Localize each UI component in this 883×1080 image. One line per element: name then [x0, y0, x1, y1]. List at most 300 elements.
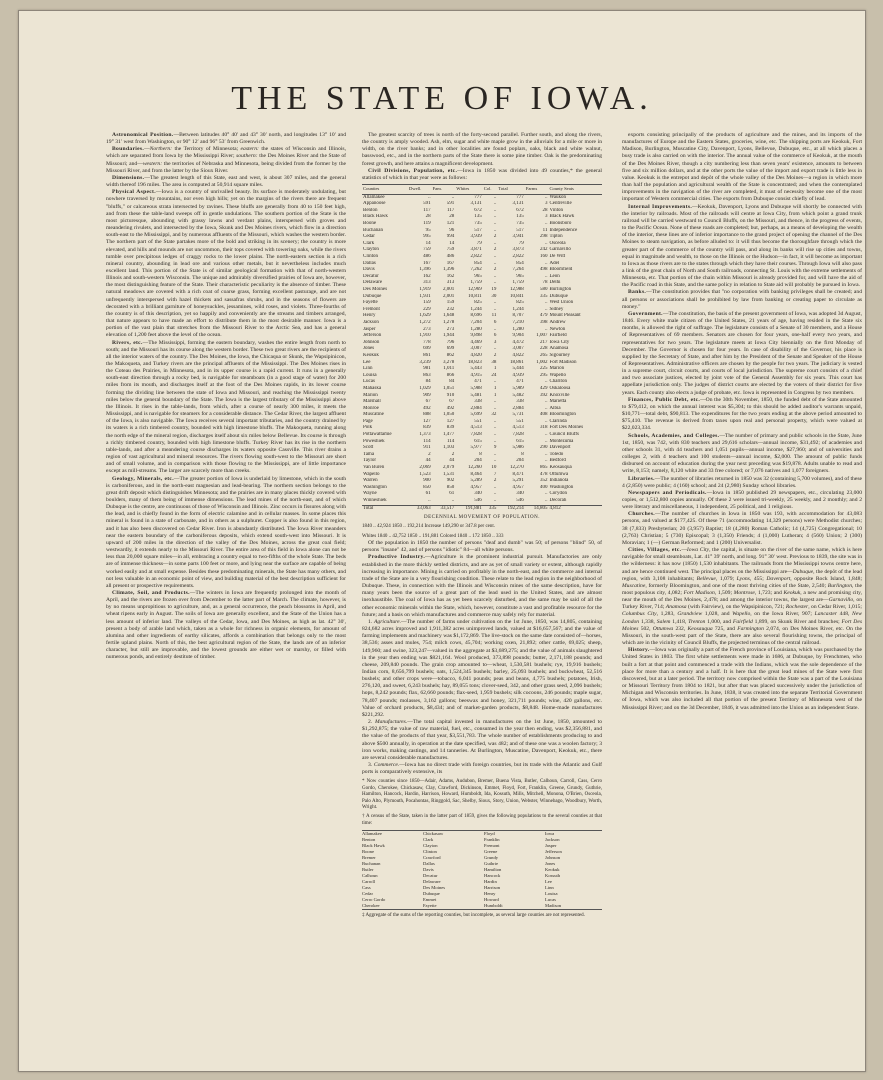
table-cell: 160	[539, 254, 548, 260]
table-cell: 3,873	[512, 247, 524, 253]
table-cell: ..	[428, 498, 431, 503]
paragraph: Rivers, etc.—The Mississippi, forming the eastern boundary, washes the entire length from north to south; and the Missouri has its course along the western border. These two great rivers are the recipients of all the interior waters of the country. The Des Moines, the Iowa, the Chicaqua or Skunk, the Wapsipinicon, the Makoqueta, and Turkey rivers are the principal affluents of the Mississippi. The Des Moines rises in the Coteau des Prairies, in Minnesota, and in its upper course is a rapid current. It runs in a generally south-east direction through a rocky bed, is navigable for steamboats (in a good stage of water) for 200 miles from its mouth, and discharges itself at the foot of the Des Moines rapids, in its lower course forming the dividing line between the state of Iowa and Missouri, and reaching the Mississippi twenty miles below the general boundary of the State. The Iowa is the largest tributary of the Mississippi above the Illinois. It rises in the table-lands, from which, after a course of nearly 300 miles, it meets the Mississippi, and is navigable for steamers for a considerable distance. The Cedar River, the largest affluent of the Iowa, is also navigable. The Iowa receives several important tributaries, and the country drained by its waters is a rich timbered country, bounded with high limestone bluffs. The Makoqueta, running along the north edge of the mineral region, discharges itself about six miles below Bellevue. Its course is through a richly timbered country, bounded with high limestone bluffs. Turkey River has its rise in the northern table-lands, and after a meandering course discharges its waters opposite Cassville. This river drains a region of vast agricultural and mineral resources. The rivers flowing south-west to the Missouri are short and of small volume, and in comparison with those flowing to the Mississippi, are of little importance except as mill-streams. The larger are scarcely more than creeks.	[106, 339, 346, 475]
table-cell: 38	[491, 359, 497, 365]
table-cell: Boone	[363, 221, 377, 227]
census-county: Black Hawk	[362, 843, 385, 849]
table-cell: Black Hawk	[363, 214, 388, 220]
census-county: Floyd	[484, 831, 495, 837]
table-cell: ..	[544, 240, 548, 246]
decennial-row: Whites 1840 .. 42,752 1850 .. 191,881 Colored 1840 .. 172 1850 .. 333	[362, 533, 504, 539]
table-cell: Muscatine	[363, 412, 384, 418]
table-cell: 28	[449, 214, 455, 220]
census-county: Fremont	[484, 843, 500, 849]
table-cell: 5,988	[470, 385, 482, 391]
table-cell: 5,989	[512, 385, 524, 391]
table-cell: Vinton	[549, 207, 564, 213]
census-county: Chickasaw	[423, 831, 444, 837]
paragraph: Climate, Soil, and Products.—The winters in Iowa are frequently prolonged into the month of April, and the rivers are frozen over from December to the latter part of March. The climate, however, is by no means unpropitious to agriculture, and, as a general occurrence, the peach blossoms in April, and wheat ripens early in August. The soils of Iowa are generally excellent, and the State of the Union has a less amount of inferior land. The valleys of the Cedar, Iowa, and Des Moines, as high as lat. 42° 30′, present a body of arable land which, taken as a whole for richness in organic elements, for amount of alumina and other ingredients of earthy silicates, affords a combination that belongs only to the most fertile upland plains. North of this, the best agricultural region of the State, the lands are of an inferior character, but still are improvable, and the lowest grounds are either wet or marshy, or filled with numerous ponds, and entirely destitute of timber.	[106, 590, 346, 661]
table-row	[362, 419, 602, 426]
table-cell: 114	[423, 438, 431, 444]
table-cell: 902	[446, 478, 455, 484]
table-row	[362, 353, 602, 360]
table-cell: 204	[516, 458, 524, 464]
table-cell: 471	[474, 379, 482, 385]
table-cell: 159	[446, 300, 455, 306]
table-cell: Black Hawk	[549, 214, 575, 220]
table-cell: 900	[423, 478, 431, 484]
table-cell: 429	[539, 385, 548, 391]
table-cell: 1,629	[419, 313, 431, 319]
table-cell: 1,278	[443, 319, 455, 325]
table-cell: 551	[474, 418, 482, 424]
table-cell: 981	[423, 366, 431, 372]
table-cell: Buchanan	[363, 227, 383, 233]
table-cell: 3,131	[512, 201, 524, 207]
table-cell: Scott	[363, 445, 374, 451]
table-cell: 400	[539, 484, 548, 490]
table-cell: 486	[446, 254, 455, 260]
table-cell: ..	[493, 451, 497, 457]
table-cell: 12,270	[510, 465, 524, 471]
table-cell: 994	[446, 234, 455, 240]
table-cell: 14	[449, 240, 455, 246]
table-cell: ..	[493, 458, 497, 464]
table-cell: 14,805	[525, 505, 549, 512]
paragraph: Cities, Villages, etc.—Iowa City, the capital, is situate on the river of the same name, which is here navigable for small steamboats, Lat. 41° 39′ north, and long. 91° 30′ west. Previous to 1839, the site was in the wilderness: it has now (1850) 1,530 inhabitants. The railroads from the Mississippi towns centre here, and are hence continued west. The principal places on the Mississippi are—Dubuque, the depôt of the lead region, with 3,108 inhabitants; Bellevue, 1,079; Lyons, 455; Davenport, opposite Rock Island, 1,848; Muscatine, formerly Bloomington, and one of the most thriving cities of the State, 2,540; Burlington, the most populous city, 4,082; Fort Madison, 1,509; Montrose, 1,723; and Keokuk, a new and promising city, near the mouth of the Des Moines, 2,478; and among the interior towns, the largest are—Garnavillo, on Turkey River, 714; Anamosa (with Fairview), on the Wapsipinicon, 721; Rochester, on Cedar River, 1,015; Columbus City, 1,283, Grandview 1,028, and Wapello, on the Iowa River, 907; Lancaster 448, New London 1,338, Salem 1,418, Trenton 1,000, and Fairfield 1,899, on Skunk River and branches; Fort Des Moines 502, Ottumwa 232, Keosauqua 725, and Farmington 2,074, on Des Moines River, etc. On the Missouri, in the south-west part of the State, there are also several flourishing towns, the principal of which are in the vicinity of Council Bluffs, the projected terminus of the central railroad.	[622, 547, 862, 647]
table-row	[362, 491, 602, 498]
table-row	[362, 201, 602, 208]
table-cell: 672	[474, 207, 482, 213]
table-cell: Wapello	[549, 372, 566, 378]
paragraph: Productive Industry.—Agriculture is the prominent industrial pursuit. Manufactories are only established in the more thickly settled districts, and are as yet of small variety or extent, although rapidly increasing in importance. Mining is carried on profitably in the north-east, and the commerce and internal trade of the State are in a very flourishing condition. These relate to the lead region in the neighborhood of Dubuque. These, in connection with the Illinois and Wisconsin mines of the same description, have for many years been the source of a great part of the lead used in the United States, and are almost inexhaustible. The coal of Iowa has as yet been scarcely disturbed, and the same may be said of all the other economic minerals within the State, which, however, constitute a vast and profitable resource for the future; and a basis on which manufactures and commerce may safely rely for material.	[362, 554, 602, 618]
table-cell: 3,007	[470, 346, 482, 352]
table-cell: Cedar	[363, 234, 375, 240]
table-cell: 3	[544, 201, 548, 207]
table-cell: Iowa City	[549, 339, 570, 345]
table-row	[362, 412, 602, 419]
census-county: Greene	[484, 849, 498, 855]
census-county: Boone	[362, 849, 374, 855]
table-cell: ..	[493, 405, 497, 411]
table-cell: 24	[491, 372, 497, 378]
table-cell: Knoxville	[549, 392, 570, 398]
table-cell: 1,050	[443, 412, 455, 418]
table-row	[362, 261, 602, 268]
table-cell: Indianola	[549, 478, 569, 484]
table-cell: 114	[446, 438, 455, 444]
table-cell: Delaware	[363, 280, 383, 286]
table-cell: 10	[491, 465, 497, 471]
table-cell: 167	[446, 260, 455, 266]
table-cell: 5,986	[512, 445, 524, 451]
table-row	[362, 340, 602, 347]
table-cell: 30	[491, 293, 497, 299]
table-cell: 32	[491, 412, 497, 418]
census-county: Allamakee	[362, 831, 382, 837]
table-cell: 591	[423, 201, 431, 207]
table-row	[362, 346, 602, 353]
paragraph: Physical Aspect.—Iowa is a country of unrivalled beauty. Its surface is moderately undulating, but nowhere traversed by mountains, nor even high hills; yet on the margins of the rivers there are frequent "bluffs," or calcareous strata intersected by ravines. These bluffs are generally from 40 to 150 feet high, and from these the table-land sweeps off in gentle undulations. The southern portion of the State is the most picturesque, abounding with grassy lawns and verdant plains, interspersed with groves and meandering rivulets, and intersected by the Iowa, Skunk and Des Moines rivers, which flow in a direction south-east to the Mississippi, and by numerous affluents of the Missouri, which washes the western border. The northern part of the State partakes more of the bold and striking in its scenery; the country is more elevated, and hills and mounds are not uncommon, their tops covered with towering oaks, while the rivers tumble over precipitous ledges of craggy rocks to the lower plains. The north-eastern section is a rich mineral country, abounding in lead ore and various other metals, but it nevertheless includes much excellent land. This portion of the State is of similar geological formation with that of north-western Illinois and south-western Wisconsin. The unique and admirably diversified prairies of Iowa are, however, the most distinguishing feature of the State. Their characteristic peculiarity is the absence of timber. These natural meadows are covered with a rich coat of coarse grass, forming excellent pasturage, and are not unfrequently interspersed with hazel thickets and sassafras shrubs, and in the seasons of flowers are decorated with a brilliant garniture of honeysuckles, jessamines, wild roses, and violets. Three-fourths of the country is of this description, yet so happily and conveniently are the streams and timbers arranged, that nature appears to have made an effort to distribute them in the most desirable manner. Iowa is a portion of the vast plain that stretches from the Missouri River to the Arctic Sea, and has a general elevation of 1,200 feet above the level of the ocean.	[106, 189, 346, 339]
table-row	[362, 465, 602, 472]
table-row	[362, 505, 602, 512]
table-cell: Jones	[363, 346, 375, 352]
table-cell: 232	[446, 306, 455, 312]
table-cell: 6	[493, 333, 497, 339]
table-cell: Bedford	[549, 458, 566, 464]
table-cell: 498	[539, 267, 548, 273]
census-county: Jones	[545, 861, 556, 867]
table-cell: 9,898	[470, 333, 482, 339]
table-cell: ..	[493, 498, 497, 503]
table-cell: Washington	[549, 484, 574, 490]
table-cell: Warren	[363, 478, 378, 484]
table-cell: 273	[446, 326, 455, 332]
table-cell: 492	[423, 405, 431, 411]
table-cell: 4,957	[512, 484, 524, 490]
table-cell: ..	[493, 194, 497, 200]
table-cell: 591	[446, 201, 455, 207]
table-cell: 5,481	[470, 392, 482, 398]
table-cell: 777	[516, 194, 524, 200]
table-cell: 5,443	[470, 366, 482, 372]
table-cell: 4,469	[470, 339, 482, 345]
table-cell: ..	[493, 260, 497, 266]
census-county: Lee	[545, 879, 552, 885]
census-county: Butler	[362, 867, 374, 873]
column-1	[106, 132, 346, 1037]
decennial-title: DECENNIAL MOVEMENT OF POPULATION.	[424, 515, 540, 521]
table-cell: 2	[428, 451, 431, 457]
table-cell: 5,289	[470, 478, 482, 484]
table-cell: 3	[493, 339, 497, 345]
table-cell: 7,262	[470, 267, 482, 273]
census-county: Clayton	[423, 843, 438, 849]
census-county: Linn	[545, 885, 554, 891]
table-cell: 580	[539, 287, 548, 292]
table-cell: 965	[516, 273, 524, 279]
table-cell: 117	[423, 207, 431, 213]
table-cell: Osceola	[549, 240, 566, 246]
census-county: Jasper	[545, 843, 557, 849]
census-county: Benton	[362, 837, 376, 843]
table-row	[362, 439, 602, 446]
table-cell: 2	[493, 478, 497, 484]
table-cell: Lucas	[363, 379, 375, 385]
table-row	[362, 379, 602, 386]
table-cell: 1,029	[419, 385, 431, 391]
table-row	[362, 366, 602, 373]
table-cell: 911	[423, 445, 431, 451]
table-cell: ..	[544, 399, 548, 405]
table-cell: ..	[544, 300, 548, 306]
census-footnote: † A census of the State, taken in the latter part of 1859, gives the following populations to the several counties at that time:	[362, 814, 602, 826]
table-cell: 3	[544, 214, 548, 220]
table-cell: 699	[446, 346, 455, 352]
paragraph: Dimensions.—The greatest length of this State, east and west, is about 307 miles, and the general width thereof 196 miles. The area is computed at 50,914 square miles.	[106, 174, 346, 189]
table-cell: Fremont	[363, 306, 380, 312]
table-cell: Delhi	[549, 280, 561, 286]
table-cell: Dubuque	[363, 293, 382, 299]
table-cell: 2,884	[512, 405, 524, 411]
table-cell: Davenport	[549, 445, 571, 451]
table-cell: Benton	[363, 207, 378, 213]
table-header-row	[362, 185, 602, 195]
table-cell: 7,264	[512, 267, 524, 273]
table-cell: 1,759	[512, 280, 524, 286]
table-cell: Burlington	[549, 287, 572, 292]
table-cell: ..	[493, 425, 497, 431]
table-cell: 7,204	[470, 319, 482, 325]
table-cell: 352	[539, 478, 548, 484]
table-cell: ..	[493, 438, 497, 444]
later-census-table	[362, 830, 602, 910]
table-cell: Sigourney	[549, 352, 571, 358]
census-county: Clinton	[423, 849, 437, 855]
table-cell: Lee	[363, 359, 371, 365]
table-cell: Clark	[363, 240, 375, 246]
table-cell: ..	[493, 326, 497, 332]
table-cell: Fayette	[363, 300, 378, 306]
table-cell: 8	[521, 451, 524, 457]
table-cell: 28	[542, 207, 548, 213]
table-row	[362, 254, 602, 261]
table-cell: 191,881	[455, 505, 482, 512]
table-cell: Jackson	[363, 319, 379, 325]
table-cell: ..	[493, 491, 497, 497]
paragraph: Government.—The constitution, the basis of the present government of Iowa, was adopted 3d August, 1846. Every white male citizen of the United States, 21 years of age, having resided in the State six months, is allowed the right of suffrage. The legislature consists of a Senate of 30 members, and a House of Representatives of 69 members. Senators are chosen for four years, one-half every two years, and representatives for two years. The legislature meets at Iowa City biennially on the first Monday of December. The Governor is chosen for four years. In case of disability of the Governor, his place is supplied by the Secretary of State, and after him by the President of the Senate and Speaker of the House of Representatives. Administrative officers are chosen by the people for two years. The judiciary is vested in a supreme court, circuit courts, and courts of local jurisdiction. The supreme court consists of a chief and two associate justices, elected by joint vote of the General Assembly for six years. This court has appellate jurisdiction only. The judges of district courts are elected by the voters of their district for five years. Each county also elects a judge of probate, etc. Iowa is represented in Congress by two members.	[622, 310, 862, 396]
table-cell: 11	[491, 313, 497, 319]
table-cell: 1,648	[443, 313, 455, 319]
table-cell: 1	[493, 366, 497, 372]
table-cell: ..	[544, 458, 548, 464]
table-cell: 777	[474, 194, 482, 200]
table-cell: 778	[423, 339, 431, 345]
table-row	[362, 320, 602, 327]
table-cell: 5,731	[512, 412, 524, 418]
census-county: Kossuth	[545, 873, 561, 879]
table-cell: 615	[474, 438, 482, 444]
table-cell: 18,861	[510, 359, 524, 365]
paragraph: exports consisting principally of the products of agriculture and the mines, and its imports of the manufactures of Europe and the Eastern States, groceries, wine, etc. The shipping ports are Keokuk, Fort Madison, Burlington, Muscatine City, Davenport, Lyons, Bellevue, Dubuque, etc., at all which places a busy trade is also carried on with the interior. The annual value of the commerce of Keokuk, at the mouth of the Des Moines River, though a city numbering less than seven years' existence, amounts to between five and six million dollars, and at the other ports the value of the import and export trade is little less in value. Keokuk is the entrepot and depôt of the whole valley of the Des Moines—a region in which more than half the population and agricultural wealth of the State is concentrated; and when the contemplated improvements in the navigation of the river are completed, it must of necessity become one of the most important of Western commercial cities. The exports from Dubuque consist chiefly of lead.	[622, 132, 862, 203]
census-county: Fayette	[423, 903, 437, 909]
table-cell: Page	[363, 418, 373, 424]
table-cell: ..	[493, 418, 497, 424]
census-county: Bremer	[362, 855, 376, 861]
paragraph: Of the population in 1850 the number of persons "deaf and dumb" was 50; of persons "blind" 50, of persons "insane" 42, and of persons "idiotic" 84—all white persons.	[362, 540, 602, 554]
table-cell: 825	[516, 300, 524, 306]
census-county: Carroll	[362, 879, 376, 885]
table-row	[362, 234, 602, 241]
table-cell: Keosauqua	[549, 465, 572, 471]
table-cell: Davis	[363, 267, 375, 273]
table-cell: 12,988	[510, 287, 524, 292]
table-cell: 796	[446, 339, 455, 345]
table-cell: Louisa	[363, 372, 377, 378]
table-cell: 5,482	[512, 392, 524, 398]
table-row	[362, 327, 602, 334]
table-cell: 854	[474, 260, 482, 266]
census-column	[423, 831, 480, 909]
table-row	[362, 445, 602, 452]
table-row	[362, 307, 602, 314]
table-cell: Winneshiek	[363, 498, 387, 503]
table-row	[362, 313, 602, 320]
table-cell: 2	[493, 352, 497, 358]
census-county: Decatur	[423, 873, 438, 879]
table-cell: 866	[446, 372, 455, 378]
column-header: Dwell.	[408, 185, 432, 195]
census-county: Lucas	[545, 897, 556, 903]
table-row	[362, 498, 602, 505]
table-row	[362, 214, 602, 221]
census-county: Hardin	[484, 879, 497, 885]
column-3	[622, 132, 862, 1037]
paragraph: Churches.—The number of churches in Iowa in 1850 was 193, with accommodation for 43,083 persons, and valued at $177,425. Of these 71 (accommodating 14,329 persons) were Methodist churches; 38 (7,833) Presbyterian; 20 (3,957) Baptist; 18 (4,280) Roman Catholic; 14 (4,725) Congregational; 10 (2,763) Christian; 5 (730) Episcopal; 3 (1,350) Friends; 4 (1,000) Lutheran; 4 (560) Union; 2 (300) Moravian; 1 (—) German Reformed; and 1 (200) Universalist.	[622, 511, 862, 546]
table-cell: Toledo	[549, 451, 564, 457]
table-cell: 67	[449, 399, 455, 405]
table-row	[362, 485, 602, 492]
table-cell: 4,812	[548, 505, 602, 512]
table-cell: Tama	[363, 451, 375, 457]
table-cell: Chariton	[549, 379, 567, 385]
table-cell: 4,472	[512, 339, 524, 345]
table-cell: 204	[474, 458, 482, 464]
table-row	[362, 280, 602, 287]
table-cell: Clarinda	[549, 418, 567, 424]
column-header: Fam.	[432, 185, 456, 195]
table-cell: ..	[493, 346, 497, 352]
table-cell: ..	[544, 405, 548, 411]
table-cell: 1	[493, 385, 497, 391]
table-cell: 1,523	[419, 471, 431, 477]
table-cell: 1,919	[419, 287, 431, 292]
table-cell: Leon	[549, 273, 560, 279]
table-cell: 340	[516, 491, 524, 497]
census-county: Grundy	[484, 855, 499, 861]
table-cell: 18,823	[467, 359, 482, 365]
column-header: Counties	[362, 185, 408, 195]
table-cell: 61	[425, 491, 431, 497]
table-cell: Clayton	[363, 247, 379, 253]
table-cell: 910	[446, 392, 455, 398]
table-cell: 19	[491, 287, 497, 292]
table-cell: 2,884	[470, 405, 482, 411]
table-cell: 839	[423, 425, 431, 431]
table-cell: ..	[493, 399, 497, 405]
table-cell: Montezuma	[549, 438, 574, 444]
table-cell: Garnavillo	[549, 247, 571, 253]
table-cell: 1,007	[536, 333, 548, 339]
table-cell: 313	[446, 280, 455, 286]
table-cell: 338	[516, 399, 524, 405]
table-row	[362, 399, 602, 406]
table-cell: ..	[493, 254, 497, 260]
paragraph: Libraries.—The number of libraries returned in 1850 was 32 (containing 5,700 volumes), and of these 4 (2,850) were public; 4 (160) school; and 24 (2,980) Sunday school libraries.	[622, 475, 862, 489]
table-cell: 95	[425, 227, 431, 233]
table-cell: 335	[483, 505, 498, 512]
table-cell: Marshall	[363, 399, 381, 405]
table-cell: 162	[446, 273, 455, 279]
table-cell: 162	[423, 273, 431, 279]
table-cell: 1,272	[419, 319, 431, 325]
table-cell: 84	[425, 379, 431, 385]
table-cell: 839	[446, 425, 455, 431]
table-cell: 1,396	[419, 267, 431, 273]
column-header: County Seats	[548, 185, 602, 195]
table-cell: 825	[474, 300, 482, 306]
table-cell: Wayne	[363, 491, 377, 497]
census-county: Johnson	[545, 855, 561, 861]
table-cell: 1,531	[443, 471, 455, 477]
industry-section	[362, 540, 602, 776]
table-cell: 295	[539, 372, 548, 378]
census-county: Des Moines	[423, 885, 446, 891]
table-cell: Independence	[549, 227, 578, 233]
table-cell: 273	[423, 326, 431, 332]
census-county: Calhoun	[362, 873, 378, 879]
census-county: Clark	[423, 837, 434, 843]
table-cell: 3,131	[470, 201, 482, 207]
table-cell: 4,820	[470, 352, 482, 358]
county-statistics-table	[362, 184, 602, 512]
table-cell: 4,822	[512, 352, 524, 358]
census-county: Cherokee	[362, 903, 380, 909]
table-cell: ..	[493, 207, 497, 213]
table-cell: Boonsboro	[549, 221, 572, 227]
table-cell: ..	[493, 484, 497, 490]
table-cell: Waukon	[549, 194, 566, 200]
table-row	[362, 267, 602, 274]
table-cell: Poweshiek	[363, 438, 385, 444]
paragraph: Boundaries.—Northern: the Territory of Minnesota; eastern: the states of Wisconsin and Illinois, which are separated from Iowa by the Mississippi River; southern: the Des Moines River and the State of Missouri; and—western: the territories of Nebraska and Minnesota, being divided from the former by the Missouri River, and from the latter by the Sioux River.	[106, 146, 346, 174]
table-cell: ..	[544, 326, 548, 332]
table-cell: 340	[474, 491, 482, 497]
page	[18, 10, 866, 1072]
table-cell: 44	[449, 458, 455, 464]
table-cell: 392	[539, 392, 548, 398]
table-cell: ..	[544, 260, 548, 266]
table-cell: 192,214	[497, 505, 524, 512]
table-cell: Council Bluffs	[549, 432, 579, 438]
decennial-rows	[362, 524, 602, 540]
table-row	[362, 274, 602, 281]
column-header: Total	[497, 185, 524, 195]
column-header: Whites	[455, 185, 482, 195]
page-title: THE STATE OF IOWA.	[231, 80, 653, 117]
table-cell: 2	[451, 451, 455, 457]
table-cell: 33,517	[432, 505, 456, 512]
table-cell: Marietta	[549, 399, 567, 405]
table-cell: 492	[446, 405, 455, 411]
table-cell: 11	[542, 227, 548, 233]
table-cell: 517	[474, 227, 482, 233]
table-cell: 8	[479, 451, 482, 457]
table-cell: 4,957	[470, 484, 482, 490]
table-cell: Keokuk	[363, 352, 379, 358]
paragraph: Banks.—The constitution provides that "no corporation with banking privileges shall be created; and all persons or associations shall be prohibited by law from banking or creating paper to circulate as money."	[622, 289, 862, 310]
table-cell: Taylor	[363, 458, 376, 464]
census-county: Cerro Gordo	[362, 897, 386, 903]
paragraph: Finances, Public Debt, etc.—On the 30th November, 1850, the funded debt of the State amounted to $79,412, on which the annual interest was $5,304; to this should be added auditor's warrants unpaid, $10,771—total debt, $90,813. The expenditures for the two years ending at the above period amounted to $75,410. The revenue is derived from taxes upon real and personal property, which were valued at $22,023,334.	[622, 396, 862, 432]
table-row	[362, 458, 602, 465]
table-cell: 298	[539, 234, 548, 240]
table-cell: 121	[446, 221, 455, 227]
table-cell: 7,828	[512, 432, 524, 438]
table-cell: ..	[493, 240, 497, 246]
table-cell: 735	[516, 221, 524, 227]
table-cell: 5,977	[470, 445, 482, 451]
table-cell: 313	[423, 280, 431, 286]
